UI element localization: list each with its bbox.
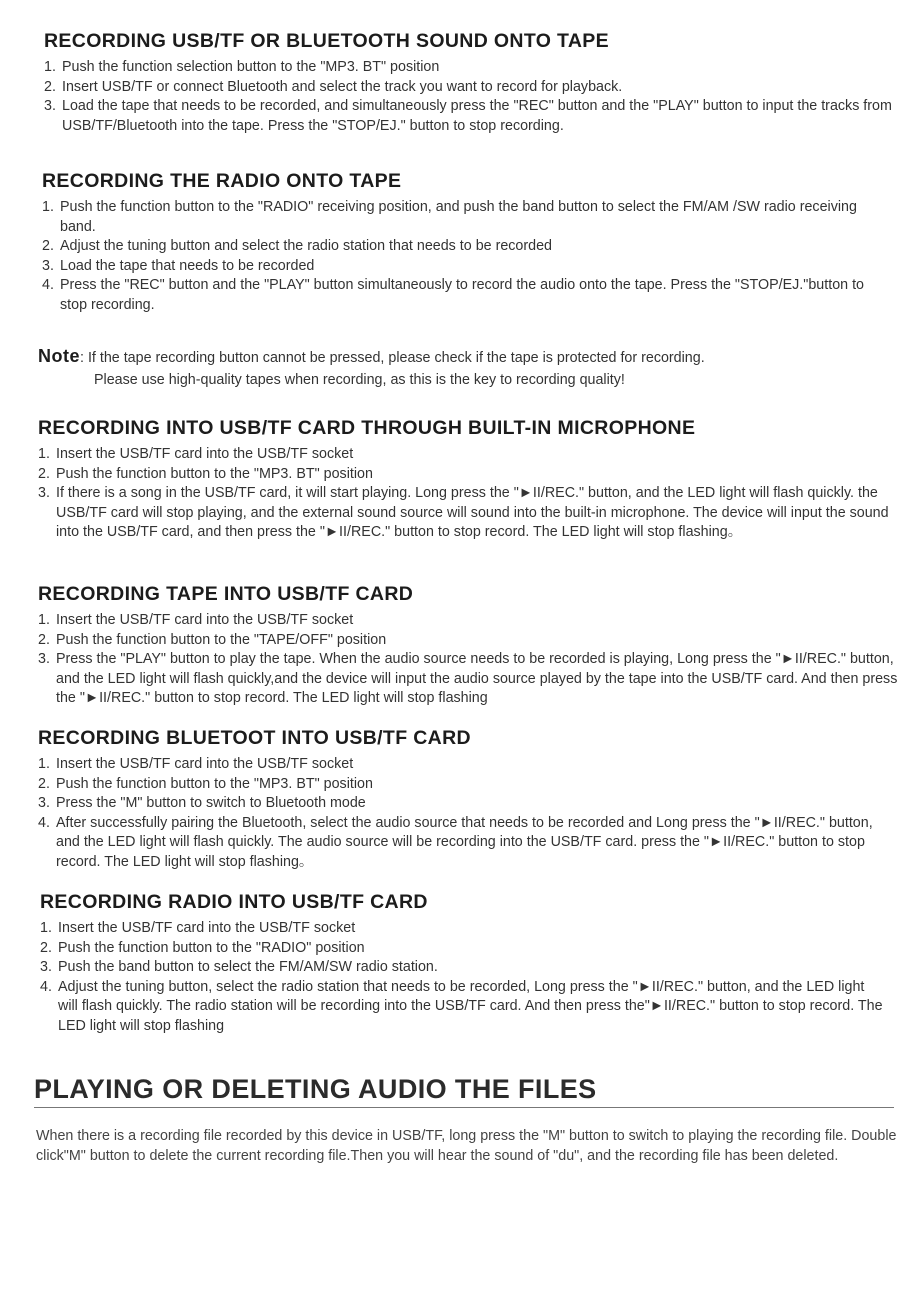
- step-item: [40, 939, 886, 959]
- step-item: [44, 78, 904, 98]
- step-text: If there is a song in the USB/TF card, it will start playing. Long press the "►II/REC." button, and the LED light will flash quickly. the USB/TF card will stop playing, and the external sound source will sound into the built-in microphone. The device will input the sound into the USB/TF card, and then press the "►II/REC." button to stop record. The LED light will stop flashing。: [56, 485, 889, 541]
- step-number: 1.: [38, 446, 50, 462]
- section-heading: RECORDING RADIO INTO USB/TF CARD: [40, 891, 428, 913]
- step-text: Insert the USB/TF card into the USB/TF socket: [58, 920, 356, 936]
- section-usb-bt-to-tape: [44, 30, 904, 136]
- note-label: Note: [38, 346, 80, 366]
- step-text: Push the function button to the "TAPE/OFF" position: [56, 631, 387, 648]
- step-item: [40, 958, 886, 978]
- section-heading: RECORDING THE RADIO ONTO TAPE: [42, 170, 402, 192]
- section-radio-to-tape: [42, 170, 892, 316]
- section-tape-to-card: [38, 583, 912, 709]
- step-item: [44, 97, 904, 136]
- step-number: 2.: [42, 238, 54, 255]
- step-item: [42, 257, 892, 277]
- step-item: [38, 794, 890, 814]
- step-number: 1.: [40, 920, 52, 936]
- step-text: Push the function button to the "MP3. BT" position: [56, 465, 373, 482]
- step-text: Insert USB/TF or connect Bluetooth and select the track you want to record for playback.: [62, 78, 623, 95]
- note-text-1: : If the tape recording button cannot be pressed, please check if the tape is protected for recording.: [80, 350, 705, 366]
- section-heading: RECORDING BLUETOOT INTO USB/TF CARD: [38, 727, 471, 749]
- step-text: Load the tape that needs to be recorded, and simultaneously press the "REC" button and the "PLAY" button to input the tracks from USB/TF/Bluetooth into the tape. Press the "STOP/EJ." button to stop recording.: [62, 98, 892, 134]
- step-text: Press the "M" button to switch to Bluetooth mode: [56, 795, 366, 812]
- step-item: [38, 775, 890, 795]
- step-text: Adjust the tuning button and select the radio station that needs to be recorded: [60, 238, 552, 255]
- step-number: 2.: [38, 465, 50, 482]
- step-text: Load the tape that needs to be recorded: [60, 257, 315, 274]
- step-number: 1.: [44, 59, 56, 75]
- step-number: 1.: [38, 756, 50, 772]
- step-number: 1.: [38, 612, 50, 628]
- final-section-paragraph: When there is a recording file recorded by this device in USB/TF, long press the "M" button to switch to playing the recording file. Double click"M" button to delete the current recording file.Then you will hear the sound of "du", and the recording file has been deleted.: [36, 1128, 897, 1164]
- step-text: Push the band button to select the FM/AM/SW radio station.: [58, 959, 438, 976]
- step-item: [38, 755, 890, 775]
- step-text: Insert the USB/TF card into the USB/TF socket: [56, 756, 354, 772]
- step-number: 3.: [38, 485, 50, 502]
- step-number: 2.: [38, 775, 50, 792]
- step-number: 3.: [38, 651, 50, 668]
- section-heading: RECORDING INTO USB/TF CARD THROUGH BUILT-IN MICROPHONE: [38, 417, 696, 439]
- step-number: 3.: [40, 959, 52, 976]
- section-radio-to-card: [40, 891, 886, 1037]
- step-item: [38, 631, 912, 651]
- step-number: 4.: [38, 814, 50, 831]
- step-item: [38, 814, 890, 873]
- step-item: [42, 276, 892, 315]
- step-number: 2.: [40, 939, 52, 956]
- step-item: [38, 465, 900, 485]
- step-item: [42, 237, 892, 257]
- step-item: [42, 198, 892, 237]
- step-number: 1.: [42, 199, 54, 215]
- section-bluetooth-to-card: [38, 727, 890, 873]
- step-item: [38, 611, 912, 631]
- step-number: 3.: [42, 257, 54, 274]
- step-text: After successfully pairing the Bluetooth, select the audio source that needs to be recorded and Long press the "►II/REC." button, and the LED light will flash quickly. The audio source will be recording into the USB/TF card. press the "►II/REC." button to stop record. The LED light will stop flashing。: [56, 814, 873, 870]
- step-number: 2.: [44, 78, 56, 95]
- step-item: [44, 58, 904, 78]
- section-heading: RECORDING USB/TF OR BLUETOOTH SOUND ONTO TAPE: [44, 30, 610, 52]
- step-text: Insert the USB/TF card into the USB/TF socket: [56, 446, 354, 462]
- section-heading: RECORDING TAPE INTO USB/TF CARD: [38, 583, 414, 605]
- step-number: 2.: [38, 631, 50, 648]
- step-list: [38, 755, 890, 873]
- step-text: Push the function button to the "RADIO" receiving position, and push the band button to select the FM/AM /SW radio receiving band.: [60, 199, 857, 235]
- note-text-2: Please use high-quality tapes when recording, as this is the key to recording quality!: [94, 372, 625, 388]
- step-list: [38, 611, 912, 709]
- note-line-1: [38, 345, 898, 369]
- step-text: Press the "PLAY" button to play the tape. When the audio source needs to be recorded is playing, Long press the "►II/REC." button, and the LED light will flash quickly,and the device will input the audio source played by the tape into the USB/TF card. And then press the "►II/REC." button to stop record. The LED light will stop flashing: [56, 651, 898, 707]
- step-item: [38, 650, 912, 709]
- step-text: Push the function selection button to the "MP3. BT" position: [62, 59, 440, 75]
- step-number: 4.: [40, 978, 52, 995]
- final-section-heading: PLAYING OR DELETING AUDIO THE FILES: [34, 1074, 894, 1108]
- step-item: [40, 919, 886, 939]
- step-list: [42, 198, 892, 316]
- step-number: 3.: [44, 98, 56, 115]
- step-text: Adjust the tuning button, select the radio station that needs to be recorded, Long press the "►II/REC." button, and the LED light will flash quickly. The radio station will be recording into the USB/TF card. And then press the"►II/REC." button to stop record. The LED light will stop flashing: [58, 978, 883, 1034]
- step-number: 3.: [38, 795, 50, 812]
- step-item: [38, 445, 900, 465]
- step-text: Insert the USB/TF card into the USB/TF socket: [56, 612, 354, 628]
- section-mic-to-card: [38, 417, 900, 543]
- step-list: [44, 58, 904, 136]
- step-item: [40, 978, 886, 1037]
- step-list: [40, 919, 886, 1037]
- step-text: Press the "REC" button and the "PLAY" button simultaneously to record the audio onto the tape. Press the "STOP/EJ."button to stop recording.: [60, 277, 865, 313]
- note-block: [38, 345, 898, 391]
- step-text: Push the function button to the "MP3. BT" position: [56, 775, 373, 792]
- step-number: 4.: [42, 277, 54, 294]
- step-text: Push the function button to the "RADIO" position: [58, 939, 365, 956]
- step-list: [38, 445, 900, 543]
- step-item: [38, 484, 900, 543]
